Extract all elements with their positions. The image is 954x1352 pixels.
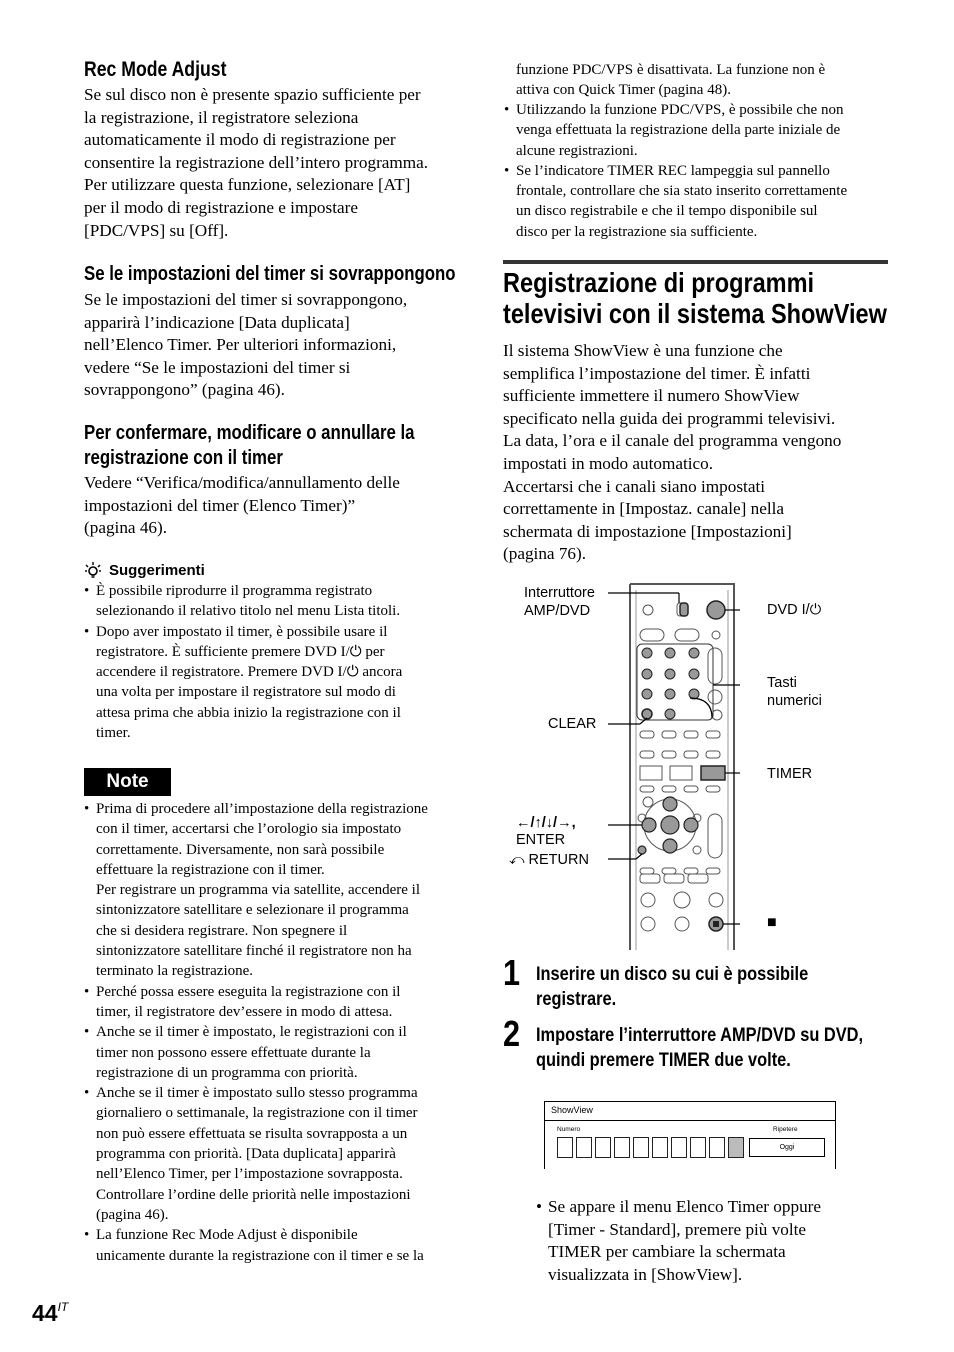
- text-line: La data, l’ora e il canale del programma vengono: [503, 431, 842, 451]
- text-line: • La funzione Rec Mode Adjust è disponibile: [96, 1227, 358, 1244]
- text-line: Vedere “Verifica/modifica/annullamento delle: [84, 473, 400, 492]
- text-line: impostazioni del timer (Elenco Timer)”: [84, 495, 356, 515]
- text-line: sintonizzatore satellitare finché il registratore non ha: [96, 943, 412, 960]
- heading-line: Per confermare, modificare o annullare la: [84, 422, 415, 444]
- text-line: • È possibile riprodurre il programma registrato: [96, 583, 373, 599]
- stop-label: ■: [767, 914, 777, 931]
- tips-heading: Suggerimenti: [109, 562, 205, 579]
- final-bullet-list: [536, 1196, 896, 1286]
- text-line: timer non possono essere effettuate durante la: [96, 1044, 371, 1061]
- text-line: correttamente in [Impostaz. canale] nella: [503, 499, 785, 519]
- text-line: timer.: [96, 725, 131, 742]
- text-line: semplifica l’impostazione del timer. È infatti: [503, 363, 811, 383]
- step-line: Inserire un disco su cui è possibile: [536, 963, 809, 985]
- text-line: un disco registrabile e che il tempo disponibile sul: [516, 203, 818, 220]
- page-number-value: 44: [32, 1300, 58, 1326]
- note-list: [84, 799, 476, 1266]
- list-item: [84, 622, 474, 744]
- text-line: frontale, controllare che sia stato inserito correttamente: [516, 183, 848, 200]
- list-item: [504, 100, 896, 161]
- digit-cell: [671, 1137, 687, 1158]
- text-line: TIMER per cambiare la schermata: [548, 1242, 786, 1262]
- text-line: timer, il registratore dev’essere in modo di attesa.: [96, 1003, 393, 1020]
- timer-label: TIMER: [767, 766, 813, 782]
- text-line: Accertarsi che i canali siano impostati: [503, 476, 766, 496]
- text-line: alcune registrazioni.: [516, 142, 638, 159]
- text-line: attiva con Quick Timer (pagina 48).: [516, 82, 731, 99]
- step-2-text: [536, 1023, 863, 1073]
- showview-number-input[interactable]: [557, 1137, 747, 1158]
- text-line: correttamente. Diversamente, non sarà possibile: [96, 841, 385, 858]
- ripetere-label: Ripetere: [773, 1126, 798, 1133]
- text-line: apparirà l’indicazione [Data duplicata]: [84, 312, 350, 332]
- digit-cell: [728, 1137, 744, 1158]
- text-line: vedere “Se le impostazioni del timer si: [84, 357, 351, 377]
- intro-text: [503, 340, 898, 566]
- digit-cell: [576, 1137, 592, 1158]
- text-line: (pagina 76).: [503, 544, 587, 564]
- list-item: [84, 799, 476, 982]
- text-line: funzione PDC/VPS è disattivata. La funzione non è: [516, 62, 826, 78]
- text-line: programma con priorità. [Data duplicata] apparirà: [96, 1146, 396, 1163]
- lightbulb-icon: [84, 561, 104, 581]
- text-line: • Dopo aver impostato il timer, è possibile usare il: [96, 623, 388, 640]
- text-line: Se le impostazioni del timer si sovrappongono,: [84, 290, 408, 309]
- text-line: consentire la registrazione dell’intero programma.: [84, 152, 429, 172]
- list-item: [84, 1225, 476, 1266]
- list-item: [84, 1022, 476, 1083]
- text-line: la registrazione, il registratore seleziona: [84, 107, 359, 127]
- section-rule: [503, 260, 888, 264]
- digit-cell: [652, 1137, 668, 1158]
- step-number: 1: [503, 952, 521, 993]
- text-line: (pagina 46).: [96, 1206, 169, 1223]
- text-line: automaticamente il modo di registrazione per: [84, 130, 396, 150]
- text-line: Se sul disco non è presente spazio sufficiente per: [84, 85, 421, 104]
- text-line: nell’Elenco Timer, per l’impostazione sovrapposta.: [96, 1166, 403, 1183]
- enter-label: ENTER: [516, 832, 566, 848]
- text-line: attesa prima che abbia inizio la registrazione con il: [96, 704, 401, 721]
- text-line: sovrappongono” (pagina 46).: [84, 380, 285, 400]
- text-line: visualizzata in [ShowView].: [548, 1264, 743, 1284]
- list-item: [84, 581, 474, 622]
- repeat-select[interactable]: Oggi: [749, 1138, 825, 1157]
- text-line: • Se appare il menu Elenco Timer oppure: [548, 1197, 822, 1216]
- list-item: [84, 982, 476, 1023]
- text-line: giornaliero o settimanale, la registrazione con il timer: [96, 1105, 418, 1122]
- text-line: effettuare la registrazione con il timer.: [96, 861, 325, 878]
- text-line: Per utilizzare questa funzione, selezionare [AT]: [84, 175, 411, 195]
- overlap-text: [84, 289, 484, 402]
- text-line: venga effettuata la registrazione della parte iniziale de: [516, 122, 841, 139]
- text-line: (pagina 46).: [84, 518, 168, 538]
- rec-mode-heading: Rec Mode Adjust: [84, 58, 227, 81]
- list-item: [84, 1083, 476, 1225]
- text-line: che si desidera registrare. Non spegnere il: [96, 922, 348, 939]
- text-line: • Anche se il timer è impostato, le registrazioni con il: [96, 1024, 407, 1041]
- right-bullet-list: [504, 100, 896, 242]
- digit-cell: [633, 1137, 649, 1158]
- text-line: disco per la registrazione sia sufficiente.: [516, 223, 758, 240]
- digit-cell: [614, 1137, 630, 1158]
- text-line: • Anche se il timer è impostato sullo stesso programma: [96, 1085, 418, 1102]
- step-number: 2: [503, 1013, 521, 1054]
- title-line: televisivi con il sistema ShowView: [503, 298, 887, 329]
- step-line: Impostare l’interruttore AMP/DVD su DVD,: [536, 1024, 864, 1046]
- label-line: numerici: [767, 693, 822, 709]
- numeric-buttons-label: [767, 674, 822, 710]
- text-line: [PDC/VPS] su [Off].: [84, 220, 229, 240]
- label-line: AMP/DVD: [524, 603, 591, 619]
- text-line: unicamente durante la registrazione con il timer e se la: [96, 1247, 424, 1264]
- digit-cell: [709, 1137, 725, 1158]
- text-line: terminato la registrazione.: [96, 963, 254, 980]
- text-line: accendere il registratore. Premere DVD I/⏻ ancora: [96, 664, 403, 681]
- divider: [545, 1120, 835, 1121]
- text-line: Il sistema ShowView è una funzione che: [503, 341, 783, 360]
- text-line: registrazione di un programma con priorità.: [96, 1064, 358, 1081]
- text-line: • Se l’indicatore TIMER REC lampeggia sul pannello: [516, 162, 830, 179]
- showview-title: ShowView: [551, 1105, 593, 1115]
- remote-control-illustration: [600, 578, 760, 950]
- tips-list: [84, 581, 474, 743]
- arrows-label: ←/↑/↓/→,: [516, 815, 576, 831]
- text-line: • Utilizzando la funzione PDC/VPS, è possibile che non: [516, 102, 844, 118]
- note-label: Note: [84, 768, 171, 796]
- amp-dvd-switch-label: [524, 584, 595, 620]
- step-1-text: [536, 962, 808, 1012]
- label-line: Tasti: [767, 675, 797, 691]
- overlap-heading: Se le impostazioni del timer si sovrappongono: [84, 263, 456, 285]
- title-line: Registrazione di programmi: [503, 267, 815, 298]
- numero-label: Numero: [557, 1126, 581, 1133]
- digit-cell: [595, 1137, 611, 1158]
- list-item: [536, 1196, 896, 1286]
- rec-mode-text: [84, 84, 484, 242]
- text-line: • Prima di procedere all’impostazione della registrazione: [96, 801, 428, 817]
- page-number: [32, 1300, 68, 1327]
- text-line: Per registrare un programma via satellite, accendere il: [96, 882, 421, 899]
- text-line: non può essere effettuata se risulta sovrapposta a un: [96, 1125, 408, 1142]
- page-number-suffix: IT: [57, 1300, 69, 1314]
- confirm-heading: [84, 421, 415, 471]
- continued-text: [516, 60, 896, 101]
- text-line: nell’Elenco Timer. Per ulteriori informazioni,: [84, 335, 397, 355]
- confirm-text: [84, 472, 484, 540]
- text-line: Controllare l’ordine delle priorità nelle impostazioni: [96, 1186, 411, 1203]
- digit-cell: [690, 1137, 706, 1158]
- heading-line: registrazione con il timer: [84, 447, 283, 469]
- text-line: registratore. È sufficiente premere DVD I/⏻ per: [96, 643, 385, 660]
- list-item: [504, 161, 896, 242]
- text-line: per il modo di registrazione e impostare: [84, 197, 358, 217]
- text-line: con il timer, accertarsi che l’orologio sia impostato: [96, 821, 402, 838]
- step-line: registrare.: [536, 988, 617, 1010]
- label-line: Interruttore: [524, 585, 595, 601]
- text-line: impostati in modo automatico.: [503, 453, 714, 473]
- return-label: ⤺ RETURN: [509, 852, 589, 868]
- text-line: • Perché possa essere eseguita la registrazione con il: [96, 983, 401, 1000]
- text-line: schermata di impostazione [Impostazioni]: [503, 521, 792, 541]
- dvd-power-label: DVD I/⏻: [767, 602, 822, 618]
- showview-screen: [544, 1101, 836, 1169]
- clear-label: CLEAR: [548, 716, 597, 732]
- text-line: sufficiente immettere il numero ShowView: [503, 386, 800, 406]
- text-line: selezionando il relativo titolo nel menu Lista titoli.: [96, 603, 401, 620]
- text-line: sintonizzatore satellitare e selezionare il programma: [96, 902, 409, 919]
- digit-cell: [557, 1137, 573, 1158]
- text-line: [Timer - Standard], premere più volte: [548, 1219, 807, 1239]
- text-line: una volta per impostare il registratore sul modo di: [96, 684, 396, 701]
- text-line: specificato nella guida dei programmi televisivi.: [503, 408, 836, 428]
- step-line: quindi premere TIMER due volte.: [536, 1049, 791, 1071]
- section-title: [503, 267, 887, 329]
